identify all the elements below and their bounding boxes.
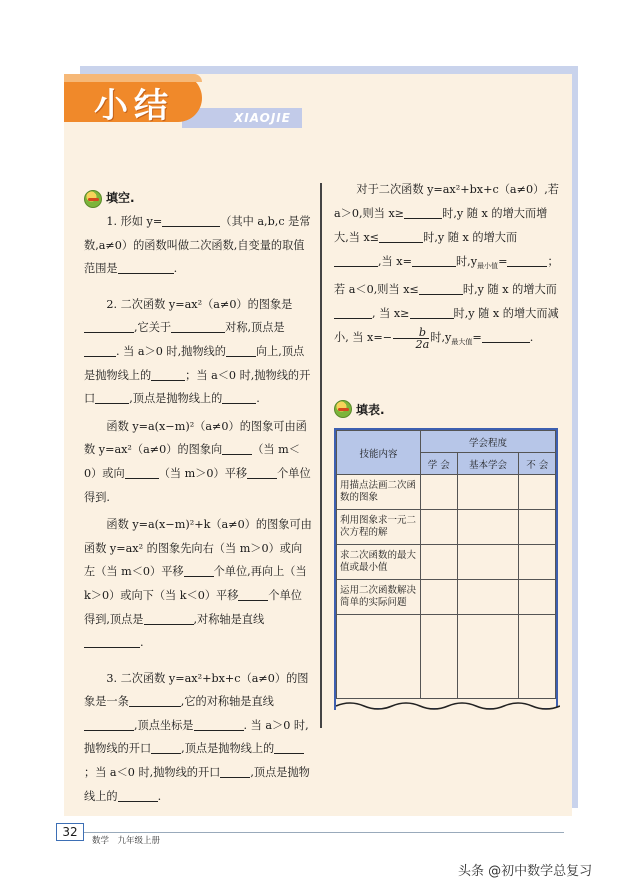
question-2 bbox=[84, 293, 312, 411]
answer-blank[interactable] bbox=[151, 740, 181, 754]
summary-text: = bbox=[498, 255, 508, 268]
subscript: 最小值 bbox=[477, 262, 499, 271]
subscript: 最大值 bbox=[451, 338, 473, 347]
check-cell[interactable] bbox=[421, 475, 458, 510]
q2-text: . 当 a＞0 时,抛物线的 bbox=[116, 344, 226, 358]
q5-text: ,顶点是抛物线上的 bbox=[181, 742, 275, 756]
section-badge-icon bbox=[334, 400, 352, 418]
question-2c bbox=[84, 513, 312, 655]
answer-blank[interactable] bbox=[95, 390, 129, 404]
fraction-denominator: 2a bbox=[415, 337, 430, 351]
empty-cell[interactable] bbox=[421, 615, 458, 699]
q3-text: （当 m＜0）或向 bbox=[84, 443, 300, 480]
page-number: 32 bbox=[56, 823, 84, 841]
q4-text: . bbox=[140, 636, 144, 650]
q3-text: 函数 y=a(x−m)²（a≠0）的图象可由函数 y=ax²（a≠0）的图象向 bbox=[84, 419, 307, 457]
vertex-summary-column bbox=[334, 178, 560, 354]
summary-text: 时,y bbox=[455, 255, 478, 268]
summary-text: = bbox=[472, 331, 482, 345]
q2-text: . bbox=[256, 392, 260, 406]
answer-blank[interactable] bbox=[171, 319, 225, 333]
summary-text: , 当 x≥ bbox=[372, 307, 410, 321]
summary-text: ,当 x= bbox=[378, 255, 412, 268]
empty-cell[interactable] bbox=[519, 615, 556, 699]
empty-cell[interactable] bbox=[457, 615, 519, 699]
q1-text: （其中 a,b,c 是常数,a≠0）的函数叫做二次函数,自变量的取值范围是 bbox=[84, 215, 311, 276]
table-row bbox=[337, 510, 556, 545]
empty-cell[interactable] bbox=[337, 615, 421, 699]
q5-text: ,顶点坐标是 bbox=[134, 718, 194, 732]
answer-blank[interactable] bbox=[118, 788, 158, 802]
skill-cell: 求二次函数的最大值或最小值 bbox=[337, 545, 421, 580]
answer-blank[interactable] bbox=[194, 717, 244, 731]
summary-text: ；若 a＜0,则当 x≤ bbox=[334, 255, 559, 297]
col-header-not: 不 会 bbox=[519, 453, 556, 475]
answer-blank[interactable] bbox=[118, 260, 174, 274]
q2-text: ,它关于 bbox=[134, 321, 172, 335]
answer-blank[interactable] bbox=[334, 253, 378, 267]
check-cell[interactable] bbox=[421, 580, 458, 615]
answer-blank[interactable] bbox=[507, 253, 547, 267]
q4-text: 函数 y=a(x−m)²+k（a≠0）的图象可由函数 y=ax² 的图象先向右（当 m＞0）或向左（当 m＜0）平移 bbox=[84, 518, 312, 579]
answer-blank[interactable] bbox=[419, 281, 463, 295]
check-cell[interactable] bbox=[421, 545, 458, 580]
check-cell[interactable] bbox=[519, 580, 556, 615]
fraction-numerator: b bbox=[393, 327, 429, 339]
table-row bbox=[337, 475, 556, 510]
answer-blank[interactable] bbox=[238, 587, 268, 601]
q1-text: 1. 形如 y= bbox=[106, 215, 163, 228]
answer-blank[interactable] bbox=[184, 563, 214, 577]
skills-grid bbox=[336, 430, 556, 699]
answer-blank[interactable] bbox=[144, 611, 194, 625]
q1-text: . bbox=[173, 262, 178, 276]
skill-cell: 运用二次函数解决简单的实际问题 bbox=[337, 580, 421, 615]
fill-table-heading bbox=[334, 398, 385, 420]
summary-text: y bbox=[445, 331, 452, 345]
summary-text: 对于二次函数 y=ax²+bx+c（a≠0）,若 a＞0,则当 x≥ bbox=[334, 183, 559, 220]
question-3 bbox=[84, 667, 312, 809]
col-header-learned: 学 会 bbox=[421, 453, 458, 475]
answer-blank[interactable] bbox=[220, 764, 250, 778]
answer-blank[interactable] bbox=[129, 693, 181, 707]
summary-text: 时, bbox=[430, 331, 446, 345]
fill-blanks-heading bbox=[84, 188, 312, 210]
table-row-empty bbox=[337, 615, 556, 699]
table-row bbox=[337, 545, 556, 580]
q2-text: 2. 二次函数 y=ax²（a≠0）的图象是 bbox=[106, 297, 293, 311]
q2-text: ；当 a＜0 时,抛物线的开口 bbox=[84, 368, 311, 406]
q2-text: 对称,顶点是 bbox=[225, 321, 285, 335]
answer-blank[interactable] bbox=[274, 740, 304, 754]
skill-cell: 利用图象求一元二次方程的解 bbox=[337, 510, 421, 545]
check-cell[interactable] bbox=[519, 475, 556, 510]
answer-blank[interactable] bbox=[412, 253, 456, 267]
answer-blank[interactable] bbox=[151, 367, 185, 381]
fill-blanks-title: 填空. bbox=[106, 191, 135, 206]
summary-text: 时,y 随 x 的增大而增大,当 x≤ bbox=[334, 207, 548, 244]
q4-text: ,对称轴是直线 bbox=[193, 612, 265, 626]
check-cell[interactable] bbox=[457, 545, 519, 580]
q3-text: （当 m＞0）平移 bbox=[158, 466, 248, 480]
book-title: 数学 九年级上册 bbox=[92, 836, 161, 846]
skills-table bbox=[334, 428, 558, 710]
q3-text: 个单位得到. bbox=[84, 466, 311, 504]
q5-text: ,它的对称轴是直线 bbox=[180, 695, 274, 709]
q4-text: 个单位,再向上（当 k＞0）或向下（当 k＜0）平移 bbox=[84, 565, 307, 602]
answer-blank[interactable] bbox=[334, 305, 372, 319]
answer-blank[interactable] bbox=[404, 205, 442, 219]
check-cell[interactable] bbox=[421, 510, 458, 545]
summary-text: 时,y 随 x 的增大而减小, 当 x=− bbox=[334, 307, 559, 345]
answer-blank[interactable] bbox=[84, 634, 140, 648]
watermark: 头条 @初中数学总复习 bbox=[458, 864, 593, 879]
skill-cell: 用描点法画二次函数的图象 bbox=[337, 475, 421, 510]
summary-text: 时,y 随 x 的增大而 bbox=[423, 231, 518, 244]
check-cell[interactable] bbox=[519, 545, 556, 580]
vertex-summary: 对于二次函数 y=ax²+bx+c（a≠0）,若 a＞0,则当 x≥ 时,y 随 x 的增大而增大,当 x≤ 时,y 随 x 的增大而,当 x= 时$,y_{最小值}=$ ；若 a＜0,则当 x≤ 时,y 随 x 的增大而, 当 x≥ 时,y 随 x 的增大而减小, 当 x=− $\frac{b}{2a}$ 时$,y_{最大值}=$ . bbox=[334, 183, 559, 351]
answer-blank[interactable] bbox=[84, 319, 134, 333]
column-divider bbox=[320, 183, 322, 728]
answer-blank[interactable] bbox=[247, 465, 277, 479]
q5-text: . bbox=[157, 789, 162, 803]
torn-edge-wave bbox=[336, 700, 560, 714]
footer-rule bbox=[84, 832, 564, 833]
q5-text: ,顶点是抛物线上的 bbox=[84, 766, 310, 803]
q5-text: . 当 a＞0 时,抛物线的开口 bbox=[84, 718, 309, 756]
answer-blank[interactable] bbox=[84, 343, 116, 357]
answer-blank[interactable] bbox=[162, 213, 220, 227]
col-header-skill: 技能内容 bbox=[337, 431, 421, 475]
section-title: 小结 bbox=[94, 86, 174, 126]
answer-blank[interactable] bbox=[410, 305, 454, 319]
section-pinyin: XIAOJIE bbox=[234, 111, 291, 125]
col-header-group: 学会程度 bbox=[421, 431, 556, 453]
q2-text: 向上,顶点是抛物线上的 bbox=[84, 344, 305, 382]
check-cell[interactable] bbox=[457, 580, 519, 615]
col-header-basic: 基本学会 bbox=[457, 453, 519, 475]
table-row bbox=[337, 580, 556, 615]
section-badge-icon bbox=[84, 190, 102, 208]
q5-text: ；当 a＜0 时,抛物线的开口 bbox=[84, 766, 221, 780]
answer-blank[interactable] bbox=[222, 441, 252, 455]
answer-blank[interactable] bbox=[226, 343, 256, 357]
answer-blank[interactable] bbox=[125, 465, 159, 479]
fill-table-title: 填表. bbox=[356, 402, 385, 417]
check-cell[interactable] bbox=[519, 510, 556, 545]
answer-blank[interactable] bbox=[84, 717, 134, 731]
check-cell[interactable] bbox=[457, 475, 519, 510]
check-cell[interactable] bbox=[457, 510, 519, 545]
answer-blank[interactable] bbox=[222, 390, 256, 404]
q5-text: 3. 二次函数 y=ax²+bx+c（a≠0）的图象是一条 bbox=[84, 671, 309, 709]
q4-text: 个单位得到,顶点是 bbox=[84, 588, 302, 626]
q2-text: ,顶点是抛物线上的 bbox=[129, 392, 223, 406]
question-1 bbox=[84, 210, 312, 281]
question-2b bbox=[84, 415, 312, 509]
fraction bbox=[393, 327, 429, 350]
summary-text: 时,y 随 x 的增大而 bbox=[462, 283, 557, 297]
answer-blank[interactable] bbox=[379, 229, 423, 243]
fill-blanks-column bbox=[84, 188, 312, 808]
answer-blank[interactable] bbox=[482, 329, 530, 343]
